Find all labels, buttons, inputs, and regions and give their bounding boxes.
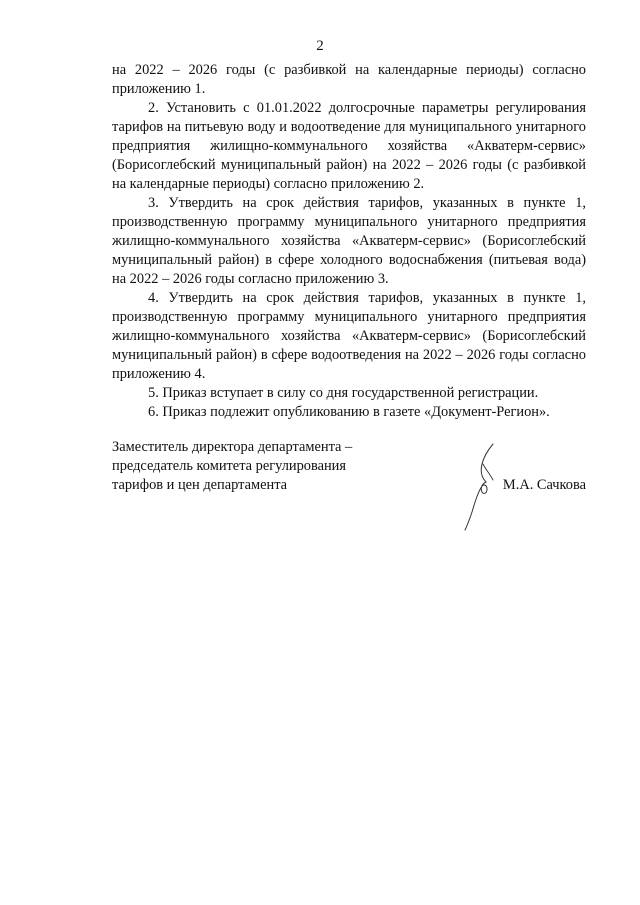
signer-name: М.А. Сачкова [502,477,586,493]
paragraph-item-5: 5. Приказ вступает в силу со дня государственной регистрации. [148,385,539,401]
document-body [112,61,586,422]
paragraph-item-3: 3. Утвердить на срок действия тарифов, указанных в пункте 1, производственную программу муниципального унитарного предприятия жилищно-коммунального хозяйства «Акватерм-сервис» (Борисоглебский муниципальный район) в сфере холодного водоснабжения (питьевая вода) на 2022 – 2026 годы согласно приложению 3. [112,195,586,287]
signer-position [112,438,412,495]
page-number: 2 [316,38,324,54]
signer-position-line: Заместитель директора департамента – [112,439,353,455]
signer-position-line: тарифов и цен департамента [112,477,288,493]
paragraph-item-4: 4. Утвердить на срок действия тарифов, указанных в пункте 1, производственную программу муниципального унитарного предприятия жилищно-коммунального хозяйства «Акватерм-сервис» (Борисоглебский муниципальный район) в сфере водоотведения на 2022 – 2026 годы согласно приложению 4. [112,290,586,382]
signer-position-line: председатель комитета регулирования [112,458,346,474]
paragraph-continuation: на 2022 – 2026 годы (с разбивкой на календарные периоды) согласно приложению 1. [112,62,586,97]
paragraph-item-2: 2. Установить с 01.01.2022 долгосрочные параметры регулирования тарифов на питьевую воду и водоотведение для муниципального унитарного предприятия жилищно-коммунального хозяйства «Акватерм-сервис» (Борисоглебский муниципальный район) на 2022 – 2026 годы (с разбивкой на календарные периоды) согласно приложению 2. [112,100,586,192]
paragraph-item-6: 6. Приказ подлежит опубликованию в газете «Документ-Регион». [148,404,550,420]
